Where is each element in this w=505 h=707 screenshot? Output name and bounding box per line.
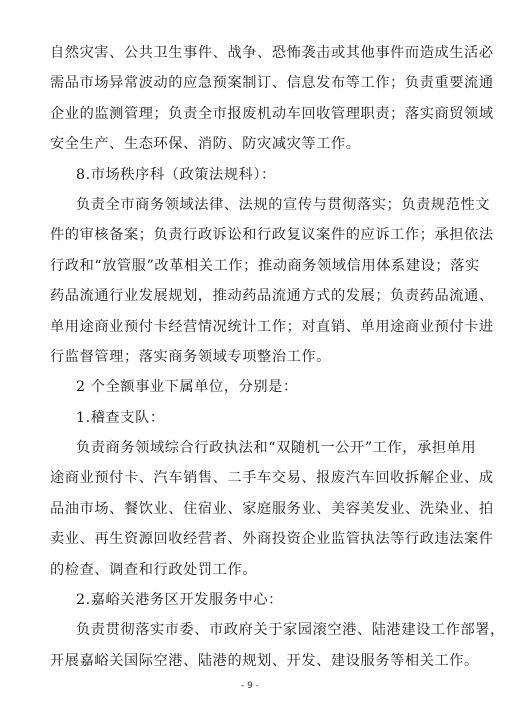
paragraph-line: 品油市场、餐饮业、住宿业、家庭服务业、美容美发业、洗染业、拍: [50, 500, 494, 517]
paragraph-line: 企业的监测管理；负责全市报废机动车回收管理职责；落实商贸领域: [50, 105, 494, 122]
paragraph-line: 单用途商业预付卡经营情况统计工作；对直销、单用途商业预付卡进: [50, 318, 494, 335]
section-heading-affiliated-units: 2 个全额事业下属单位，分别是：: [76, 379, 298, 396]
paragraph-line: 途商业预付卡、汽车销售、二手车交易、报废汽车回收拆解企业、成: [50, 470, 494, 487]
section-heading-port-service-center: 2.嘉峪关港务区开发服务中心：: [76, 592, 283, 609]
paragraph-line: 行监督管理；落实商务领域专项整治工作。: [50, 348, 331, 365]
paragraph-line: 自然灾害、公共卫生事件、战争、恐怖袭击或其他事件而造成生活必: [50, 45, 494, 61]
paragraph-line: 负责贯彻落实市委、市政府关于家园滚空港、陆港建设工作部署，: [76, 622, 505, 639]
paragraph-line: 药品流通行业发展规划，推动药品流通方式的发展；负责药品流通、: [50, 288, 494, 305]
paragraph-line: 负责商务领域综合行政执法和“双随机一公开”工作，承担单用: [76, 440, 477, 457]
paragraph-line: 行政和“放管服”改革相关工作；推动商务领域信用体系建设；落实: [50, 257, 480, 274]
section-heading-market-order: 8.市场秩序科（政策法规科）：: [76, 166, 276, 183]
paragraph-line: 需品市场异常波动的应急预案制订、信息发布等工作；负责重要流通: [50, 75, 494, 92]
paragraph-line: 的检查、调查和行政处罚工作。: [50, 561, 258, 578]
paragraph-line: 安全生产、生态环保、消防、防灾减灾等工作。: [50, 136, 361, 153]
paragraph-line: 负责全市商务领域法律、法规的宣传与贯彻落实；负责规范性文: [76, 196, 491, 213]
paragraph-line: 件的审核备案；负责行政诉讼和行政复议案件的应诉工作；承担依法: [50, 227, 494, 244]
body-text: [50, 38, 505, 676]
paragraph-line: 开展嘉峪关国际空港、陆港的规划、开发、建设服务等相关工作。: [50, 652, 479, 669]
section-heading-inspection-team: 1.稽查支队：: [76, 409, 165, 426]
page-number: - 9 -: [241, 681, 259, 691]
paragraph-line: 卖业、再生资源回收经营者、外商投资企业监管执法等行政违法案件: [50, 531, 494, 548]
